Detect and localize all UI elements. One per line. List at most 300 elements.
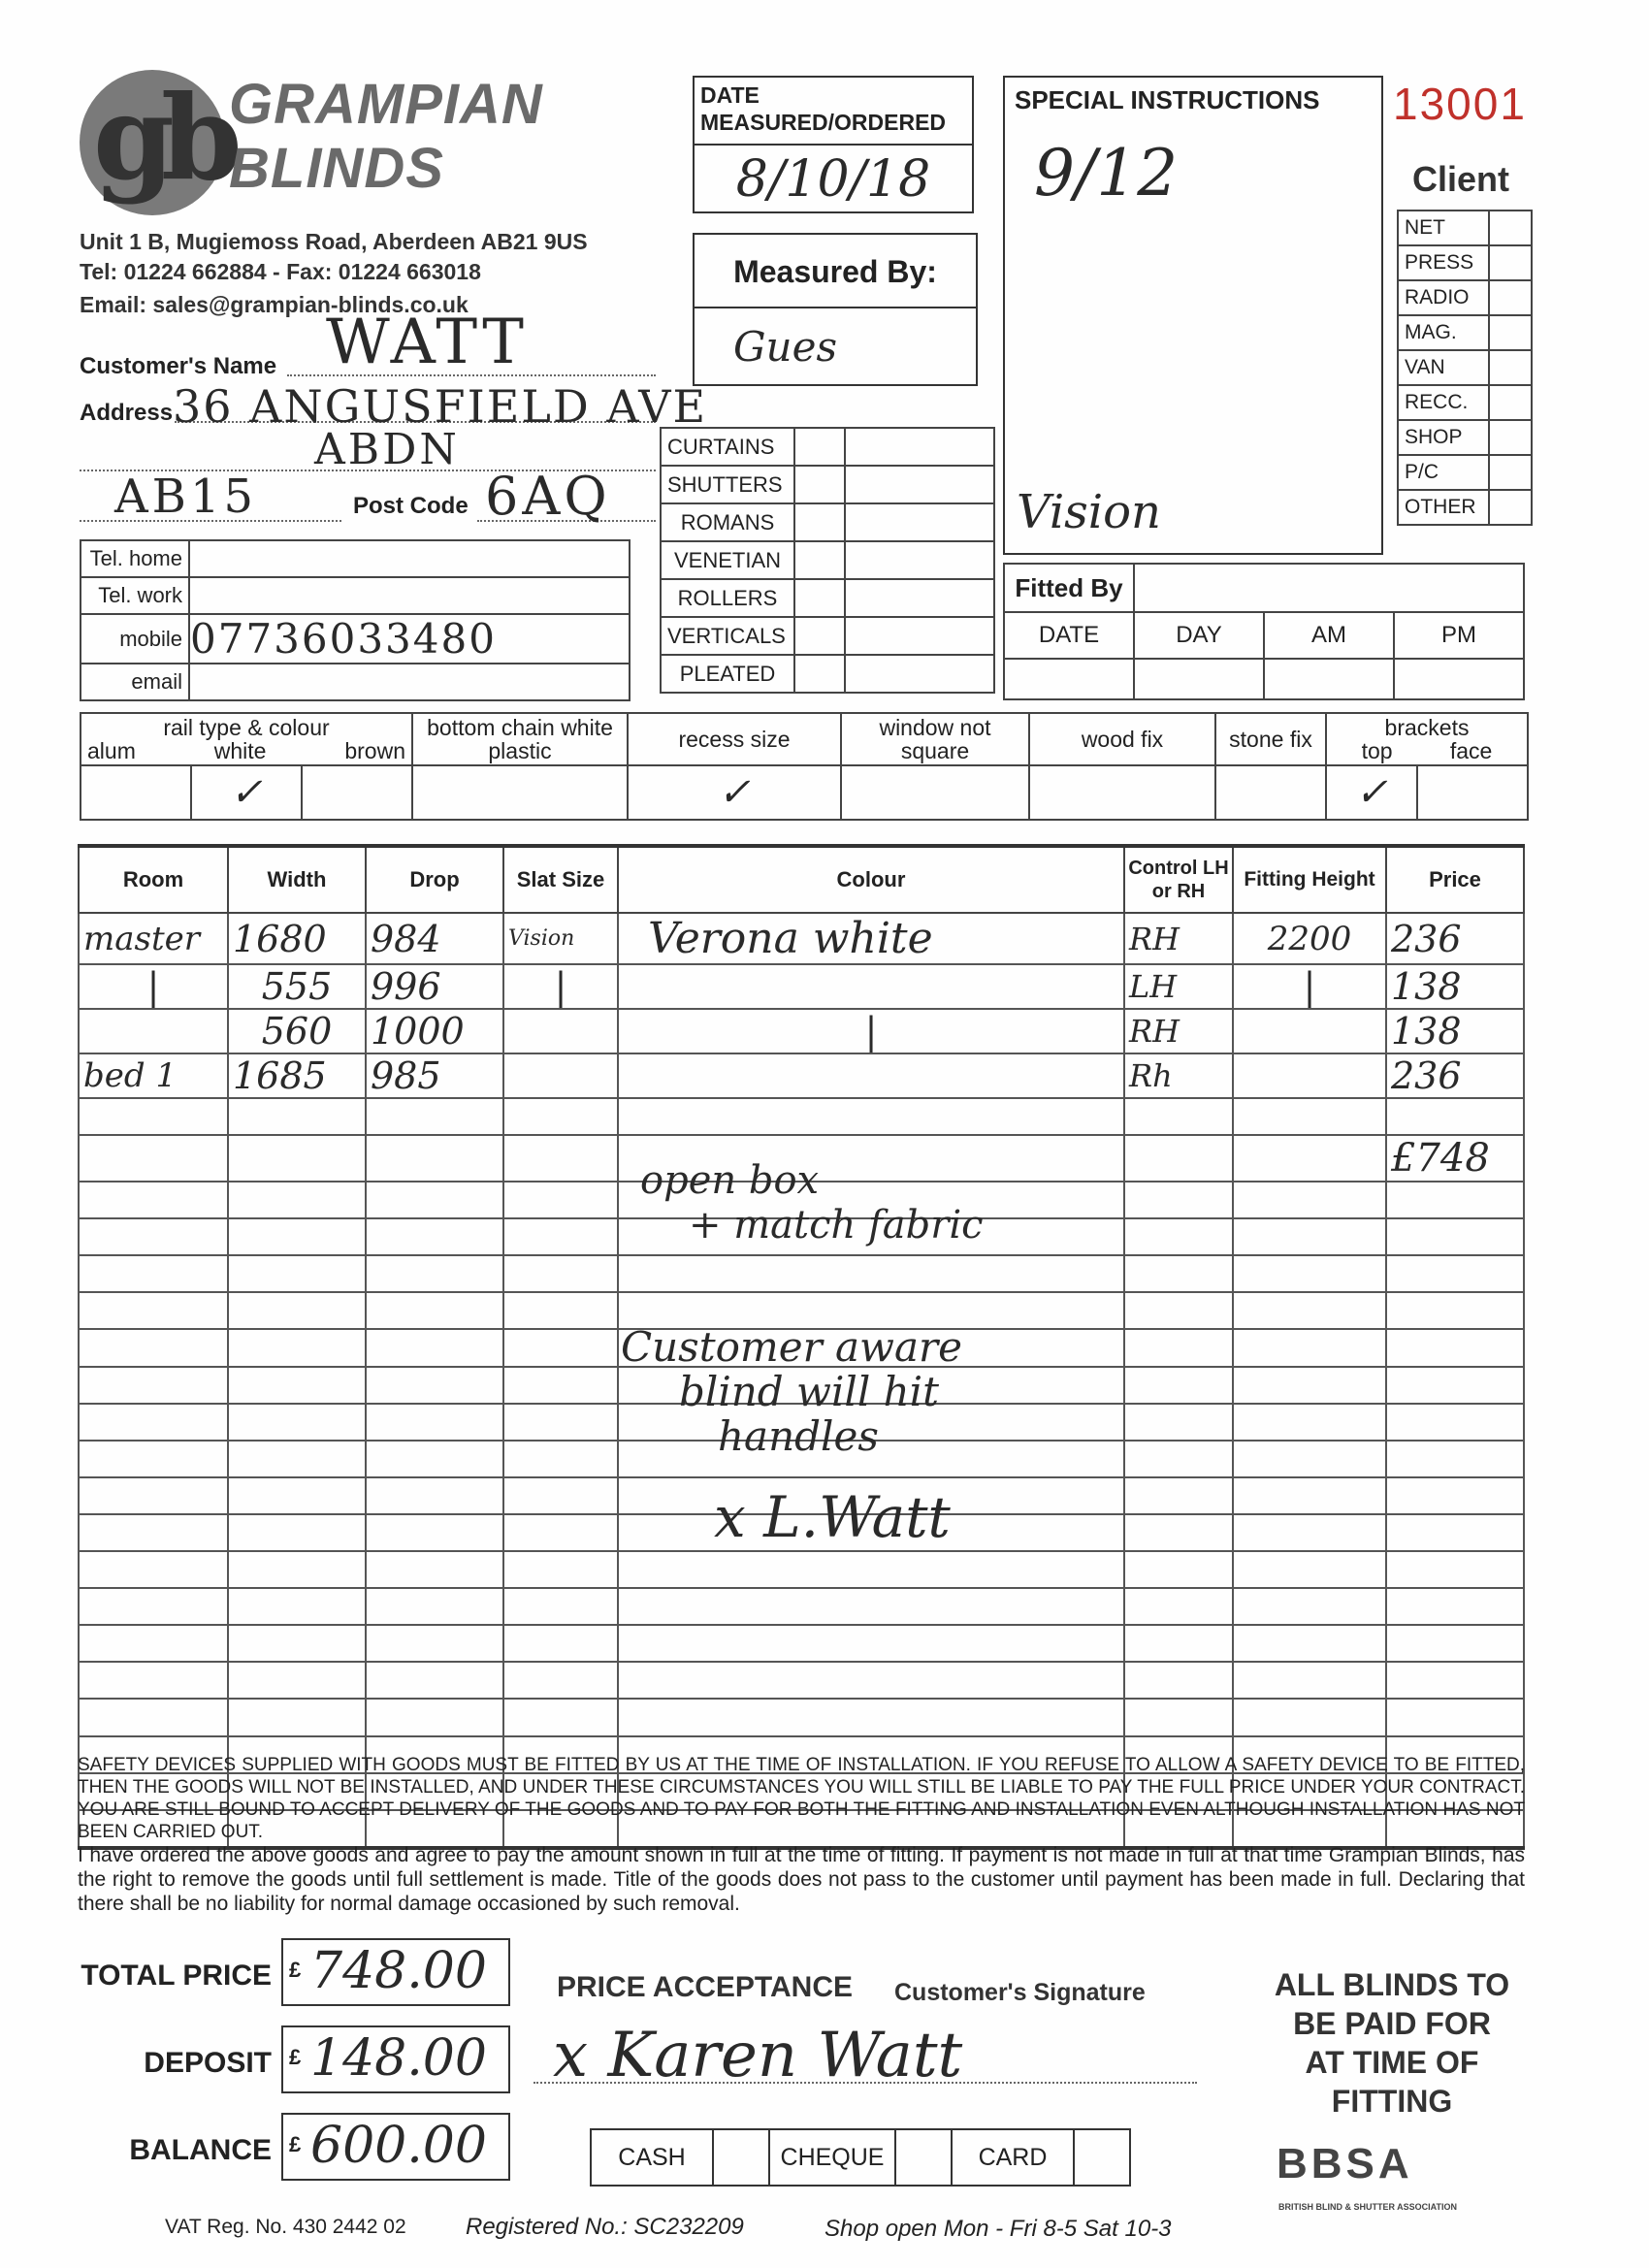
address-line-3	[80, 520, 341, 522]
empty-cell[interactable]	[366, 1098, 503, 1135]
balance-value[interactable]: 600.00	[310, 2117, 487, 2175]
empty-cell[interactable]	[1124, 1441, 1233, 1477]
client-checkbox[interactable]	[1489, 385, 1532, 420]
empty-cell[interactable]	[228, 1329, 366, 1366]
empty-cell[interactable]	[1124, 1329, 1233, 1366]
client-source-table	[1397, 210, 1533, 526]
payment-row	[591, 2129, 1130, 2186]
product-checkbox[interactable]	[794, 655, 845, 693]
empty-cell[interactable]	[1124, 1477, 1233, 1514]
contact-label: email	[81, 664, 189, 700]
empty-cell[interactable]	[1386, 1218, 1524, 1255]
client-option: VAN	[1398, 350, 1489, 385]
brackets-face-checkbox[interactable]	[1417, 765, 1528, 820]
empty-cell[interactable]	[1233, 1404, 1386, 1441]
empty-cell[interactable]	[503, 1292, 618, 1329]
colour-cell[interactable]	[618, 964, 1124, 1009]
empty-cell[interactable]	[1386, 1477, 1524, 1514]
empty-cell[interactable]	[366, 1514, 503, 1551]
fitted-am-value[interactable]	[1264, 659, 1394, 699]
order-row	[79, 1009, 1524, 1053]
order-row-empty	[79, 1625, 1524, 1662]
written-total[interactable]: £748	[1386, 1135, 1524, 1182]
product-checkbox[interactable]	[794, 428, 845, 466]
empty-cell[interactable]	[503, 1514, 618, 1551]
empty-cell[interactable]	[228, 1625, 366, 1662]
empty-cell[interactable]	[79, 1098, 228, 1135]
postcode-value[interactable]: 6AQ	[485, 466, 611, 527]
empty-cell[interactable]	[1233, 1477, 1386, 1514]
drop-cell[interactable]: 985	[366, 1053, 503, 1098]
client-option: RECC.	[1398, 385, 1489, 420]
empty-cell[interactable]	[366, 1477, 503, 1514]
drop-cell[interactable]: 996	[366, 964, 503, 1009]
price-acceptance-label: PRICE ACCEPTANCE	[557, 1971, 854, 2003]
control-cell[interactable]: LH	[1124, 964, 1233, 1009]
product-checkbox[interactable]	[794, 503, 845, 541]
fitted-by-name[interactable]	[1134, 564, 1524, 612]
empty-cell[interactable]	[503, 1218, 618, 1255]
address-value-2[interactable]: ABDN	[314, 425, 460, 474]
empty-cell[interactable]	[1386, 1098, 1524, 1135]
drop-cell[interactable]: 1000	[366, 1009, 503, 1053]
deposit-value[interactable]: 148.00	[310, 2029, 487, 2088]
price-cell[interactable]: 236	[1386, 1053, 1524, 1098]
product-notes[interactable]	[845, 579, 994, 617]
contact-value[interactable]	[189, 540, 630, 577]
options-values-row	[81, 765, 1528, 820]
options-header-row	[81, 713, 1528, 765]
empty-cell[interactable]	[503, 1551, 618, 1588]
client-option: OTHER	[1398, 490, 1489, 525]
empty-cell[interactable]	[228, 1135, 366, 1182]
empty-cell[interactable]	[79, 1218, 228, 1255]
product-notes[interactable]	[845, 617, 994, 655]
fitted-date-label: DATE	[1004, 612, 1134, 659]
total-price-box	[281, 1938, 510, 2006]
special-note-date: 9/12	[1034, 136, 1179, 211]
empty-cell[interactable]	[366, 1699, 503, 1735]
fitted-am-label: AM	[1264, 612, 1394, 659]
date-measured: 8/10/18	[735, 150, 931, 209]
rail-brown-label: brown	[344, 738, 405, 763]
wood-fix-checkbox[interactable]	[1029, 765, 1215, 820]
product-label: CURTAINS	[661, 428, 794, 466]
empty-cell[interactable]	[503, 1625, 618, 1662]
slat-cell[interactable]: |	[503, 964, 618, 1009]
empty-cell[interactable]	[366, 1182, 503, 1218]
brackets-top-checkbox[interactable]: ✓	[1326, 765, 1417, 820]
special-instructions-label: SPECIAL INSTRUCTIONS	[1015, 85, 1320, 114]
empty-cell[interactable]	[1386, 1367, 1524, 1404]
empty-cell[interactable]	[1124, 1098, 1233, 1135]
brackets-face-label: face	[1449, 738, 1493, 763]
empty-cell[interactable]	[366, 1218, 503, 1255]
note-open-box: open box	[640, 1158, 820, 1203]
empty-cell[interactable]	[1124, 1135, 1233, 1182]
price-cell[interactable]: 138	[1386, 964, 1524, 1009]
fitted-pm-value[interactable]	[1394, 659, 1524, 699]
payment-notice-line4: FITTING	[1331, 2084, 1453, 2119]
empty-cell[interactable]	[1124, 1588, 1233, 1625]
empty-cell[interactable]	[503, 1367, 618, 1404]
payment-notice	[1232, 1965, 1552, 2121]
order-row-empty	[79, 1255, 1524, 1292]
empty-cell[interactable]	[1233, 1135, 1386, 1182]
card-checkbox[interactable]	[1074, 2129, 1130, 2186]
width-cell[interactable]: 1685	[228, 1053, 366, 1098]
empty-cell[interactable]	[503, 1098, 618, 1135]
empty-cell[interactable]	[228, 1662, 366, 1699]
rail-brown-checkbox[interactable]	[302, 765, 412, 820]
special-instructions-box	[1003, 76, 1383, 555]
product-notes[interactable]	[845, 466, 994, 503]
client-checkbox[interactable]	[1489, 315, 1532, 350]
empty-cell[interactable]	[503, 1329, 618, 1366]
company-phone: Tel: 01224 662884 - Fax: 01224 663018	[80, 259, 481, 284]
empty-cell[interactable]	[366, 1441, 503, 1477]
col-drop: Drop	[366, 846, 503, 913]
empty-cell[interactable]	[228, 1182, 366, 1218]
empty-cell[interactable]	[366, 1404, 503, 1441]
empty-cell[interactable]	[1233, 1588, 1386, 1625]
total-price-label: TOTAL PRICE	[81, 1960, 272, 1992]
empty-cell[interactable]	[503, 1588, 618, 1625]
empty-cell[interactable]	[228, 1477, 366, 1514]
bottom-chain-label: bottom chain white plastic	[412, 713, 628, 765]
total-price-value[interactable]: 748.00	[310, 1942, 487, 2000]
product-label: ROLLERS	[661, 579, 794, 617]
rail-type-label: rail type & colour	[163, 715, 330, 740]
product-checkbox[interactable]	[794, 466, 845, 503]
empty-cell[interactable]	[366, 1292, 503, 1329]
address-value-1[interactable]: 36 ANGUSFIELD AVE	[173, 380, 708, 433]
contact-value[interactable]	[189, 577, 630, 614]
balance-currency: £	[289, 2132, 302, 2156]
product-type-table	[660, 427, 995, 694]
empty-cell[interactable]	[1233, 1255, 1386, 1292]
registered-number: Registered No.: SC232209	[466, 2214, 744, 2240]
empty-cell[interactable]	[366, 1329, 503, 1366]
empty-cell[interactable]	[1233, 1514, 1386, 1551]
col-colour: Colour	[618, 846, 1124, 913]
empty-cell[interactable]	[618, 1098, 1124, 1135]
height-cell[interactable]	[1233, 1009, 1386, 1053]
recess-size-checkbox[interactable]: ✓	[628, 765, 841, 820]
window-not-square-checkbox[interactable]	[841, 765, 1029, 820]
empty-cell[interactable]	[1233, 1329, 1386, 1366]
fitted-by-header-row	[1004, 564, 1524, 612]
room-cell[interactable]: master	[79, 913, 228, 964]
order-row-empty	[79, 1098, 1524, 1135]
empty-cell[interactable]	[79, 1588, 228, 1625]
empty-cell[interactable]	[1124, 1699, 1233, 1735]
product-label: VENETIAN	[661, 541, 794, 579]
room-cell[interactable]	[79, 1009, 228, 1053]
empty-cell[interactable]	[1386, 1662, 1524, 1699]
empty-cell[interactable]	[1124, 1292, 1233, 1329]
empty-cell[interactable]	[228, 1514, 366, 1551]
rail-white-checkbox[interactable]: ✓	[191, 765, 302, 820]
date-label-box	[693, 76, 974, 146]
col-control: Control LH or RH	[1124, 846, 1233, 913]
empty-cell[interactable]	[1124, 1367, 1233, 1404]
empty-cell[interactable]	[79, 1441, 228, 1477]
width-cell[interactable]: 1680	[228, 913, 366, 964]
empty-cell[interactable]	[503, 1662, 618, 1699]
empty-cell[interactable]	[228, 1551, 366, 1588]
fitted-by-columns-row	[1004, 612, 1524, 659]
client-option: NET	[1398, 211, 1489, 245]
customer-signature[interactable]: x Karen Watt	[553, 2020, 963, 2091]
empty-cell[interactable]	[79, 1329, 228, 1366]
empty-cell[interactable]	[1124, 1404, 1233, 1441]
empty-cell[interactable]	[503, 1255, 618, 1292]
agreement-notice: I have ordered the above goods and agree to pay the amount shown in full at the time of fitting. If payment is not made in full at that time Grampian Blinds, has the right to remove the goods until full settlement is made. Title of the goods does not pass to the customer until payment has been made in full. Declaring that there shall be no liability for normal damage occasioned by such removal.	[78, 1844, 1525, 1915]
customer-signature-label: Customer's Signature	[894, 1979, 1146, 2006]
empty-cell[interactable]	[228, 1255, 366, 1292]
product-row	[661, 503, 994, 541]
client-checkbox[interactable]	[1489, 455, 1532, 490]
contact-row	[81, 577, 630, 614]
empty-cell[interactable]	[1124, 1514, 1233, 1551]
empty-cell[interactable]	[503, 1135, 618, 1182]
rail-type-header	[81, 713, 412, 765]
colour-cell[interactable]: Verona white	[618, 913, 1124, 964]
cheque-checkbox[interactable]	[895, 2129, 952, 2186]
height-cell[interactable]	[1233, 1053, 1386, 1098]
empty-cell[interactable]	[1124, 1255, 1233, 1292]
empty-cell[interactable]	[366, 1662, 503, 1699]
empty-cell[interactable]	[618, 1662, 1124, 1699]
cash-checkbox[interactable]	[713, 2129, 769, 2186]
empty-cell[interactable]	[618, 1625, 1124, 1662]
empty-cell[interactable]	[1124, 1218, 1233, 1255]
client-checkbox[interactable]	[1489, 490, 1532, 525]
balance-label: BALANCE	[129, 2134, 272, 2166]
empty-cell[interactable]	[79, 1662, 228, 1699]
empty-cell[interactable]	[79, 1404, 228, 1441]
client-row	[1398, 245, 1532, 280]
empty-cell[interactable]	[366, 1367, 503, 1404]
fitting-options-table	[80, 712, 1529, 821]
empty-cell[interactable]	[366, 1588, 503, 1625]
product-notes[interactable]	[845, 541, 994, 579]
empty-cell[interactable]	[79, 1182, 228, 1218]
wood-fix-label: wood fix	[1029, 713, 1215, 765]
safety-notice: SAFETY DEVICES SUPPLIED WITH GOODS MUST BE FITTED BY US AT THE TIME OF INSTALLATION. IF YOU REFUSE TO ALLOW A SAFETY DEVICE TO BE FITTED, THEN THE GOODS WILL NOT BE INSTALLED, AND UNDER THESE CIRCUMSTANCES YOU WILL STILL BE LIABLE TO PAY THE FULL PRICE UNDER YOUR CONTRACT. YOU ARE STILL BOUND TO ACCEPT DELIVERY OF THE GOODS AND TO PAY FOR BOTH THE FITTING AND INSTALLATION EVEN ALTHOUGH INSTALLATION HAS NOT BEEN CARRIED OUT.	[78, 1755, 1525, 1842]
empty-cell[interactable]	[79, 1514, 228, 1551]
empty-cell[interactable]	[228, 1292, 366, 1329]
product-checkbox[interactable]	[794, 617, 845, 655]
empty-cell[interactable]	[228, 1098, 366, 1135]
brackets-top-label: top	[1361, 738, 1393, 763]
empty-cell[interactable]	[1233, 1625, 1386, 1662]
drop-cell[interactable]: 984	[366, 913, 503, 964]
product-checkbox[interactable]	[794, 579, 845, 617]
empty-cell[interactable]	[1386, 1551, 1524, 1588]
product-label: ROMANS	[661, 503, 794, 541]
empty-cell[interactable]	[79, 1367, 228, 1404]
empty-cell[interactable]	[1386, 1329, 1524, 1366]
balance-box	[281, 2113, 510, 2181]
empty-cell[interactable]	[1233, 1292, 1386, 1329]
empty-cell[interactable]	[1233, 1662, 1386, 1699]
client-checkbox[interactable]	[1489, 245, 1532, 280]
rail-alum-checkbox[interactable]	[81, 765, 191, 820]
client-row	[1398, 420, 1532, 455]
height-cell[interactable]: |	[1233, 964, 1386, 1009]
fitted-day-value[interactable]	[1134, 659, 1264, 699]
rail-type-subheader	[87, 739, 405, 762]
product-notes[interactable]	[845, 655, 994, 693]
colour-cell[interactable]	[618, 1053, 1124, 1098]
contact-label: Tel. work	[81, 577, 189, 614]
colour-cell[interactable]: |	[618, 1009, 1124, 1053]
client-row	[1398, 350, 1532, 385]
empty-cell[interactable]	[503, 1699, 618, 1735]
empty-cell[interactable]	[366, 1625, 503, 1662]
empty-cell[interactable]	[228, 1367, 366, 1404]
empty-cell[interactable]	[1233, 1551, 1386, 1588]
empty-cell[interactable]	[618, 1588, 1124, 1625]
empty-cell[interactable]	[366, 1255, 503, 1292]
control-cell[interactable]: RH	[1124, 1009, 1233, 1053]
empty-cell[interactable]	[228, 1218, 366, 1255]
product-row	[661, 617, 994, 655]
empty-cell[interactable]	[503, 1404, 618, 1441]
payment-method-table	[590, 2128, 1131, 2187]
empty-cell[interactable]	[1233, 1218, 1386, 1255]
address-value-3[interactable]: AB15	[114, 470, 258, 524]
bottom-chain-checkbox[interactable]	[412, 765, 628, 820]
deposit-label: DEPOSIT	[144, 2047, 272, 2079]
empty-cell[interactable]	[1386, 1699, 1524, 1735]
empty-cell[interactable]	[228, 1699, 366, 1735]
control-cell[interactable]: RH	[1124, 913, 1233, 964]
empty-cell[interactable]	[79, 1625, 228, 1662]
product-row	[661, 655, 994, 693]
col-slat-size: Slat Size	[503, 846, 618, 913]
product-label: SHUTTERS	[661, 466, 794, 503]
fitted-by-values-row	[1004, 659, 1524, 699]
empty-cell[interactable]	[1386, 1514, 1524, 1551]
cash-label: CASH	[591, 2129, 713, 2186]
empty-cell[interactable]	[1386, 1404, 1524, 1441]
empty-cell[interactable]	[79, 1292, 228, 1329]
price-cell[interactable]: 138	[1386, 1009, 1524, 1053]
empty-cell[interactable]	[228, 1588, 366, 1625]
empty-cell[interactable]	[228, 1404, 366, 1441]
fitted-date-value[interactable]	[1004, 659, 1134, 699]
empty-cell[interactable]	[79, 1255, 228, 1292]
empty-cell[interactable]	[1386, 1292, 1524, 1329]
empty-cell[interactable]	[1124, 1182, 1233, 1218]
stone-fix-checkbox[interactable]	[1215, 765, 1326, 820]
empty-cell[interactable]	[1233, 1367, 1386, 1404]
empty-cell[interactable]	[79, 1551, 228, 1588]
empty-cell[interactable]	[503, 1182, 618, 1218]
empty-cell[interactable]	[1386, 1588, 1524, 1625]
client-option: PRESS	[1398, 245, 1489, 280]
empty-cell[interactable]	[1386, 1441, 1524, 1477]
vat-number: VAT Reg. No. 430 2442 02	[165, 2216, 406, 2238]
empty-cell[interactable]	[228, 1441, 366, 1477]
room-cell[interactable]: bed 1	[79, 1053, 228, 1098]
empty-cell[interactable]	[1233, 1098, 1386, 1135]
measured-by-label: Measured By:	[733, 254, 937, 289]
empty-cell[interactable]	[1386, 1255, 1524, 1292]
empty-cell[interactable]	[1124, 1662, 1233, 1699]
control-cell[interactable]: Rh	[1124, 1053, 1233, 1098]
empty-cell[interactable]	[1386, 1625, 1524, 1662]
order-row-empty	[79, 1588, 1524, 1625]
width-cell[interactable]: 555	[228, 964, 366, 1009]
client-row	[1398, 490, 1532, 525]
empty-cell[interactable]	[366, 1551, 503, 1588]
order-row	[79, 964, 1524, 1009]
slat-cell[interactable]: Vision	[503, 913, 618, 964]
client-checkbox[interactable]	[1489, 211, 1532, 245]
slat-cell[interactable]	[503, 1053, 618, 1098]
client-row	[1398, 280, 1532, 315]
customer-name[interactable]: WATT	[326, 307, 528, 378]
room-cell[interactable]: |	[79, 964, 228, 1009]
empty-cell[interactable]	[366, 1135, 503, 1182]
empty-cell[interactable]	[618, 1255, 1124, 1292]
width-cell[interactable]: 560	[228, 1009, 366, 1053]
empty-cell[interactable]	[1386, 1182, 1524, 1218]
order-header-row	[79, 846, 1524, 913]
height-cell[interactable]: 2200	[1233, 913, 1386, 964]
product-notes[interactable]	[845, 428, 994, 466]
order-row	[79, 913, 1524, 964]
client-checkbox[interactable]	[1489, 280, 1532, 315]
empty-cell[interactable]	[618, 1699, 1124, 1735]
empty-cell[interactable]	[1233, 1441, 1386, 1477]
empty-cell[interactable]	[1124, 1551, 1233, 1588]
empty-cell[interactable]	[1124, 1625, 1233, 1662]
product-notes[interactable]	[845, 503, 994, 541]
client-checkbox[interactable]	[1489, 420, 1532, 455]
date-label: DATE MEASURED/ORDERED	[700, 82, 947, 135]
empty-cell[interactable]	[618, 1551, 1124, 1588]
empty-cell[interactable]	[503, 1477, 618, 1514]
empty-cell[interactable]	[79, 1135, 228, 1182]
fitted-pm-label: PM	[1394, 612, 1524, 659]
slat-cell[interactable]	[503, 1009, 618, 1053]
brackets-header	[1326, 713, 1528, 765]
empty-cell[interactable]	[503, 1441, 618, 1477]
empty-cell[interactable]	[1233, 1182, 1386, 1218]
empty-cell[interactable]	[1233, 1699, 1386, 1735]
shop-hours: Shop open Mon - Fri 8-5 Sat 10-3	[824, 2216, 1172, 2242]
client-option: SHOP	[1398, 420, 1489, 455]
product-checkbox[interactable]	[794, 541, 845, 579]
note-signature: x L.Watt	[714, 1484, 951, 1550]
price-cell[interactable]: 236	[1386, 913, 1524, 964]
col-room: Room	[79, 846, 228, 913]
company-logo: gb	[93, 70, 229, 207]
client-checkbox[interactable]	[1489, 350, 1532, 385]
empty-cell[interactable]	[79, 1699, 228, 1735]
card-label: CARD	[952, 2129, 1074, 2186]
client-row	[1398, 385, 1532, 420]
empty-cell[interactable]	[79, 1477, 228, 1514]
mobile-value[interactable]: 07736033480	[189, 614, 630, 664]
contact-value[interactable]	[189, 664, 630, 700]
product-row	[661, 466, 994, 503]
